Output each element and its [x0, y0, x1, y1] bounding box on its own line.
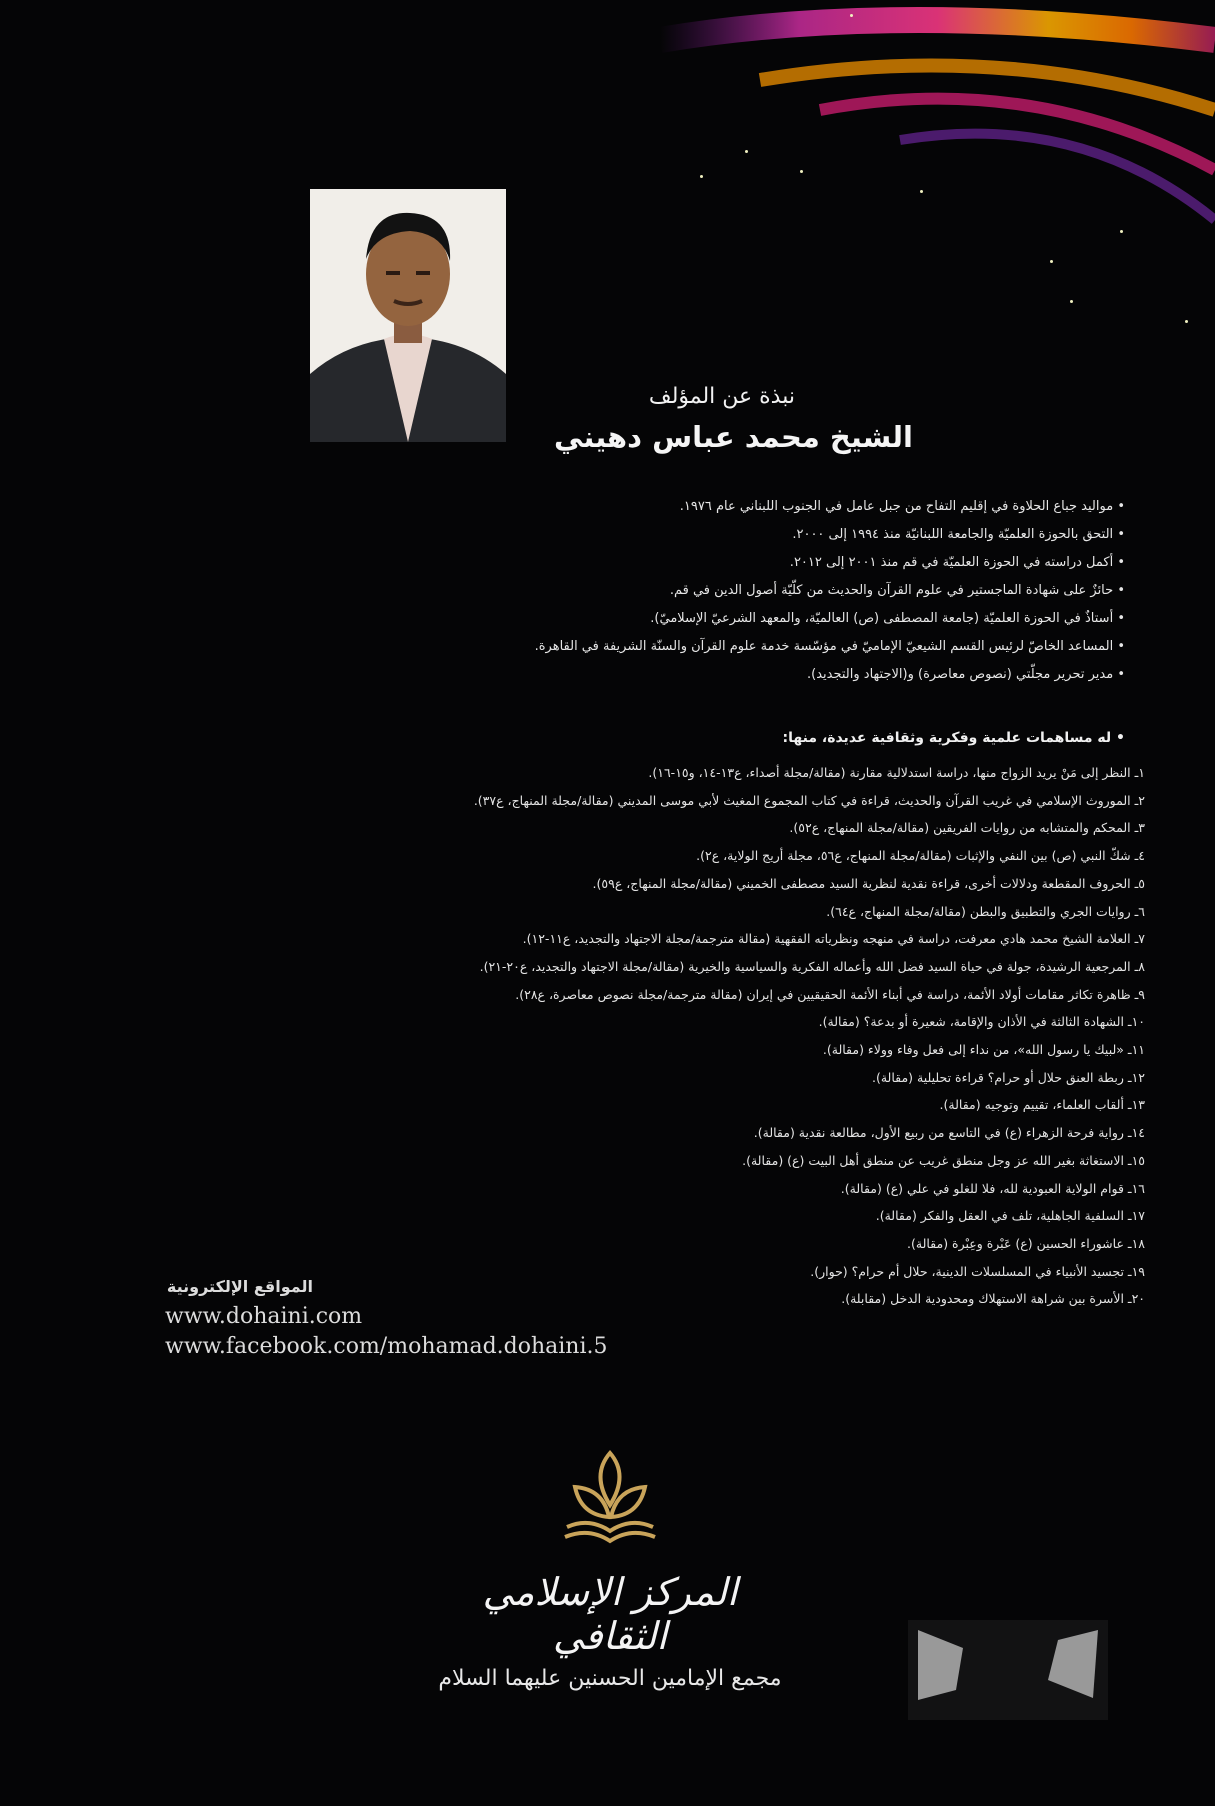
- publisher-name: المركز الإسلامي الثقافي: [482, 1570, 738, 1658]
- contribution-item: ٧ـ العلامة الشيخ محمد هادي معرفت، دراسة في منهجه ونظرياته الفقهية (مقالة مترجمة/مجلة الاجتهاد والتجديد، ع١١-١٢).: [522, 931, 1145, 947]
- contribution-item: ١٧ـ السلفية الجاهلية، تلف في العقل والفكر (مقالة).: [875, 1208, 1145, 1224]
- about-author-heading: نبذة عن المؤلف: [648, 384, 795, 409]
- contribution-item: ١٥ـ الاستغاثة بغير الله عز وجل منطق غريب عن منطق أهل البيت (ع) (مقالة).: [742, 1152, 1145, 1168]
- contribution-item: ١٢ـ ربطة العنق حلال أو حرام؟ قراءة تحليلية (مقالة).: [871, 1069, 1145, 1085]
- contribution-item: ١ـ النظر إلى مَنْ يريد الزواج منها، دراسة استدلالية مقارنة (مقالة/مجلة أصداء، ع١٣-١٤، و١٥-١٦).: [648, 765, 1145, 780]
- star: [1070, 300, 1073, 303]
- bio-item: • أستاذٌ في الحوزة العلميّة (جامعة المصطفى (ص) العالميّة، والمعهد الشرعيّ الإسلاميّ).: [225, 605, 1125, 633]
- star: [745, 150, 748, 153]
- publisher-logo-icon: [555, 1445, 665, 1555]
- star: [700, 175, 703, 178]
- star: [920, 190, 923, 193]
- stamp-mark: [908, 1620, 1108, 1720]
- contribution-item: ١٠ـ الشهادة الثالثة في الأذان والإقامة، شعيرة أو بدعة؟ (مقالة).: [818, 1014, 1145, 1030]
- contribution-item: ١٨ـ عاشوراء الحسين (ع) عَبْرة وعِبْرة (مقالة).: [907, 1235, 1145, 1251]
- bio-item: • أكمل دراسته في الحوزة العلميّة في قم منذ ٢٠٠١ إلى ٢٠١٢.: [225, 549, 1125, 577]
- contributions-list: [105, 759, 1145, 1313]
- contribution-item: ٥ـ الحروف المقطعة ودلالات أخرى، قراءة نقدية لنظرية السيد مصطفى الخميني (مقالة/مجلة المنهاج، ع٥٩).: [592, 875, 1145, 891]
- contribution-item: ٢ـ الموروث الإسلامي في غريب القرآن والحديث، قراءة في كتاب المجموع المغيث لأبي موسى المديني (مقالة/مجلة المنهاج، ع٣٧).: [473, 792, 1145, 808]
- bio-item: • مواليد جباع الحلاوة في إقليم التفاح من جبل عامل في الجنوب اللبناني عام ١٩٧٦.: [225, 493, 1125, 521]
- bio-item: • المساعد الخاصّ لرئيس القسم الشيعيّ الإماميّ في مؤسّسة خدمة علوم القرآن والسنّة الشريفة في القاهرة.: [225, 633, 1125, 661]
- facebook-link[interactable]: www.facebook.com/mohamad.dohaini.5: [165, 1334, 608, 1359]
- contribution-item: ٩ـ ظاهرة تكاثر مقامات أولاد الأئمة، دراسة في أبناء الأئمة الحقيقيين في إيران (مقالة مترجمة/مجلة نصوص معاصرة، ع٢٨).: [515, 986, 1145, 1002]
- star: [1050, 260, 1053, 263]
- author-bio-list: [225, 493, 1125, 689]
- contribution-item: ١٣ـ ألقاب العلماء، تقييم وتوجيه (مقالة).: [939, 1097, 1145, 1113]
- bio-item: • التحق بالحوزة العلميّة والجامعة اللبنانيّة منذ ١٩٩٤ إلى ٢٠٠٠.: [225, 521, 1125, 549]
- contribution-item: ٤ـ شكّ النبي (ص) بين النفي والإثبات (مقالة/مجلة المنهاج، ع٥٦، مجلة أريج الولاية، ع٢).: [696, 848, 1145, 864]
- star: [1120, 230, 1123, 233]
- publisher-subtitle: مجمع الإمامين الحسنين عليهما السلام: [438, 1666, 782, 1691]
- star: [800, 170, 803, 173]
- contribution-item: ١٩ـ تجسيد الأنبياء في المسلسلات الدينية، حلال أم حرام؟ (حوار).: [810, 1263, 1145, 1279]
- contribution-item: ١١ـ «لبيك يا رسول الله»، من نداء إلى فعل وفاء وولاء (مقالة).: [822, 1042, 1145, 1058]
- bio-item: • حائزٌ على شهادة الماجستير في علوم القرآن والحديث من كلّيّة أصول الدين في قم.: [225, 577, 1125, 605]
- websites-label: المواقع الإلكترونية: [166, 1277, 313, 1296]
- star: [1185, 320, 1188, 323]
- rainbow-decoration: [0, 0, 1215, 260]
- website-link[interactable]: www.dohaini.com: [165, 1304, 363, 1329]
- contribution-item: ٦ـ روايات الجري والتطبيق والبطن (مقالة/مجلة المنهاج، ع٦٤).: [826, 903, 1145, 919]
- contribution-item: ١٤ـ رواية فرحة الزهراء (ع) في التاسع من ربيع الأول، مطالعة نقدية (مقالة).: [753, 1125, 1145, 1141]
- bio-item: • مدير تحرير مجلّتي (نصوص معاصرة) و(الاجتهاد والتجديد).: [225, 661, 1125, 689]
- star: [850, 14, 853, 17]
- author-name: الشيخ محمد عباس دهيني: [554, 420, 913, 454]
- author-photo: [310, 189, 506, 442]
- publisher-block: [430, 1570, 790, 1691]
- contribution-item: ٨ـ المرجعية الرشيدة، جولة في حياة السيد فضل الله وأعماله الفكرية والسياسية والخيرية (مقالة/مجلة الاجتهاد والتجديد، ع٢٠-٢١).: [479, 958, 1145, 974]
- contributions-heading: • له مساهمات علمية وفكرية وثقافية عديدة، منها:: [782, 730, 1125, 746]
- contribution-item: ٢٠ـ الأسرة بين شراهة الاستهلاك ومحدودية الدخل (مقابلة).: [841, 1291, 1145, 1307]
- websites-block: [165, 1272, 608, 1362]
- contribution-item: ١٦ـ قوام الولاية العبودية لله، فلا للغلو في علي (ع) (مقالة).: [840, 1180, 1145, 1196]
- contribution-item: ٣ـ المحكم والمتشابه من روايات الفريقين (مقالة/مجلة المنهاج، ع٥٢).: [789, 820, 1145, 836]
